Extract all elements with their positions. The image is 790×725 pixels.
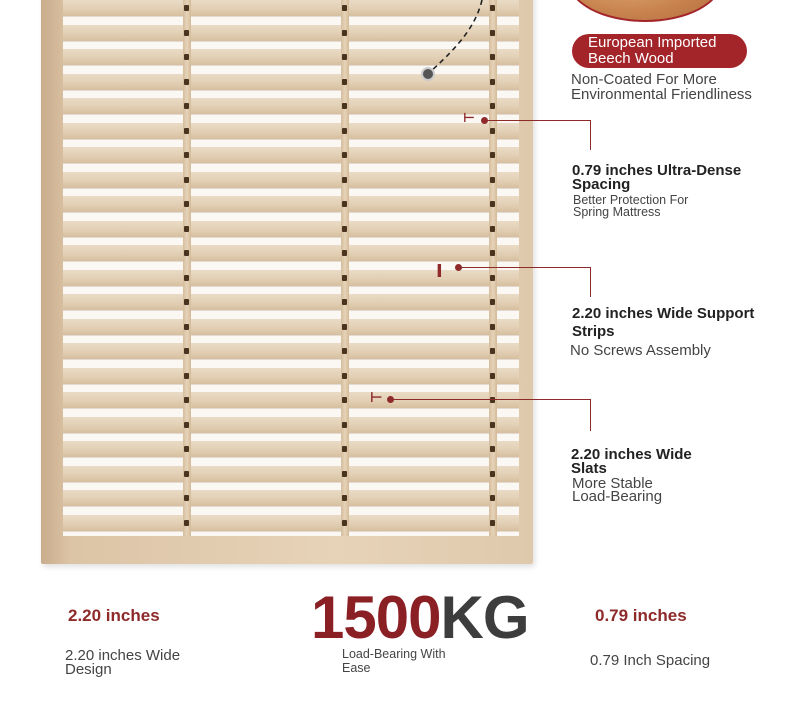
slat-clip xyxy=(342,397,347,403)
slat xyxy=(63,270,519,286)
slat-clip xyxy=(342,152,347,158)
slat xyxy=(63,417,519,433)
slat-clip xyxy=(490,79,495,85)
stat-right-value: 0.79 inches xyxy=(595,606,687,625)
feature1-sub-line2: Spring Mattress xyxy=(573,205,661,219)
slat-clip xyxy=(490,446,495,452)
slat-clip xyxy=(490,103,495,109)
slat-clip xyxy=(184,299,189,305)
slat-clip xyxy=(490,128,495,134)
slat-clip xyxy=(184,520,189,526)
slat-clip xyxy=(342,177,347,183)
slat-clip xyxy=(184,226,189,232)
slat-clip xyxy=(490,324,495,330)
stat-left-label-line1: 2.20 inches Wide xyxy=(65,647,181,664)
feature1-title-line1: 0.79 inches Ultra-Dense xyxy=(572,162,742,179)
slat-clip xyxy=(342,348,347,354)
feature3-sub-line2: Load-Bearing xyxy=(572,488,663,505)
slat xyxy=(63,123,519,139)
width-icon: I xyxy=(436,261,443,282)
slat xyxy=(63,294,519,310)
slat-clip xyxy=(342,54,347,60)
slat xyxy=(63,172,519,188)
slat xyxy=(63,196,519,212)
slat-clip xyxy=(490,152,495,158)
slat-clip xyxy=(184,397,189,403)
slat xyxy=(63,368,519,384)
wood-sample-image xyxy=(568,0,722,22)
slat-clip xyxy=(342,226,347,232)
feature2-title-line2: Strips xyxy=(572,323,615,340)
slat-clip xyxy=(490,275,495,281)
sample-pointer xyxy=(420,0,490,85)
slat-clip xyxy=(342,30,347,36)
slat-clip xyxy=(490,495,495,501)
slat-clip xyxy=(342,324,347,330)
slat-clip xyxy=(490,177,495,183)
slat-clip xyxy=(342,422,347,428)
stat-center-label-line1: Load-Bearing With xyxy=(342,647,446,661)
slat-clip xyxy=(184,152,189,158)
leader-line xyxy=(485,120,591,121)
slat-clip xyxy=(490,348,495,354)
slat-clip xyxy=(184,54,189,60)
slat-clip xyxy=(342,79,347,85)
slat-clip xyxy=(342,128,347,134)
slat-clip xyxy=(490,397,495,403)
stat-right-label: 0.79 Inch Spacing xyxy=(590,652,711,669)
slat-clip xyxy=(184,30,189,36)
material-badge xyxy=(572,34,747,68)
material-note-line1: Non-Coated For More xyxy=(571,71,717,88)
spacing-icon: ⊢ xyxy=(463,111,475,126)
slat-clip xyxy=(490,299,495,305)
slat-clip xyxy=(342,471,347,477)
slat xyxy=(63,466,519,482)
slat-clip xyxy=(184,5,189,11)
feature2-sub-line1: No Screws Assembly xyxy=(570,342,711,359)
slat-clip xyxy=(184,422,189,428)
feature1-title-line2: Spacing xyxy=(572,176,631,193)
leader-line xyxy=(590,399,591,431)
slat-clip xyxy=(490,520,495,526)
slat-clip xyxy=(490,226,495,232)
feature3-sub-line1: More Stable xyxy=(572,475,653,492)
slat-clip xyxy=(184,275,189,281)
slat xyxy=(63,147,519,163)
badge-line2: Beech Wood xyxy=(588,50,674,67)
feature3-title-line2: Slats xyxy=(571,460,607,477)
slat-clip xyxy=(342,495,347,501)
slat-clip xyxy=(342,373,347,379)
slat-clip xyxy=(184,495,189,501)
load-capacity-figure xyxy=(311,584,529,651)
leader-line xyxy=(459,267,591,268)
slat-clip xyxy=(342,275,347,281)
feature2-title-line1: 2.20 inches Wide Support xyxy=(572,305,755,322)
stat-left-label-line2: Design xyxy=(65,661,112,678)
slat-clip xyxy=(342,201,347,207)
material-note-line2: Environmental Friendliness xyxy=(571,86,752,103)
leader-line xyxy=(590,267,591,297)
slat-width-icon: ⊢ xyxy=(370,390,383,406)
slat-clip xyxy=(490,250,495,256)
slat-clip xyxy=(490,54,495,60)
slat-clip xyxy=(342,299,347,305)
feature1-sub-line1: Better Protection For xyxy=(573,193,689,207)
slat-clip xyxy=(184,373,189,379)
slat-clip xyxy=(342,103,347,109)
badge-line1: European Imported xyxy=(588,34,717,51)
slat-clip xyxy=(184,471,189,477)
slat-clip xyxy=(184,177,189,183)
slat-clip xyxy=(490,5,495,11)
slat-clip xyxy=(490,422,495,428)
slat-clip xyxy=(490,30,495,36)
stat-left-value: 2.20 inches xyxy=(68,606,160,625)
slat xyxy=(63,392,519,408)
slat-clip xyxy=(490,471,495,477)
slat-clip xyxy=(184,324,189,330)
slat-clip xyxy=(184,348,189,354)
slat-clip xyxy=(184,128,189,134)
slat-clip xyxy=(184,446,189,452)
leader-line xyxy=(590,120,591,150)
slat-clip xyxy=(342,5,347,11)
slat xyxy=(63,441,519,457)
slat-clip xyxy=(490,201,495,207)
slat xyxy=(63,98,519,114)
slat-clip xyxy=(490,373,495,379)
slat-clip xyxy=(184,103,189,109)
slat xyxy=(63,343,519,359)
load-unit: KG xyxy=(440,584,529,651)
slat-clip xyxy=(342,446,347,452)
load-number: 1500 xyxy=(311,584,441,651)
feature3-title-line1: 2.20 inches Wide xyxy=(571,446,692,463)
leader-line xyxy=(391,399,591,400)
stat-center-label-line2: Ease xyxy=(342,661,371,675)
slat-clip xyxy=(342,250,347,256)
slat xyxy=(63,319,519,335)
slat-clip xyxy=(184,201,189,207)
slat-clip xyxy=(342,520,347,526)
slat-clip xyxy=(184,250,189,256)
slat-clip xyxy=(184,79,189,85)
slat xyxy=(63,490,519,506)
slat xyxy=(63,221,519,237)
slat xyxy=(63,245,519,261)
slat xyxy=(63,515,519,531)
